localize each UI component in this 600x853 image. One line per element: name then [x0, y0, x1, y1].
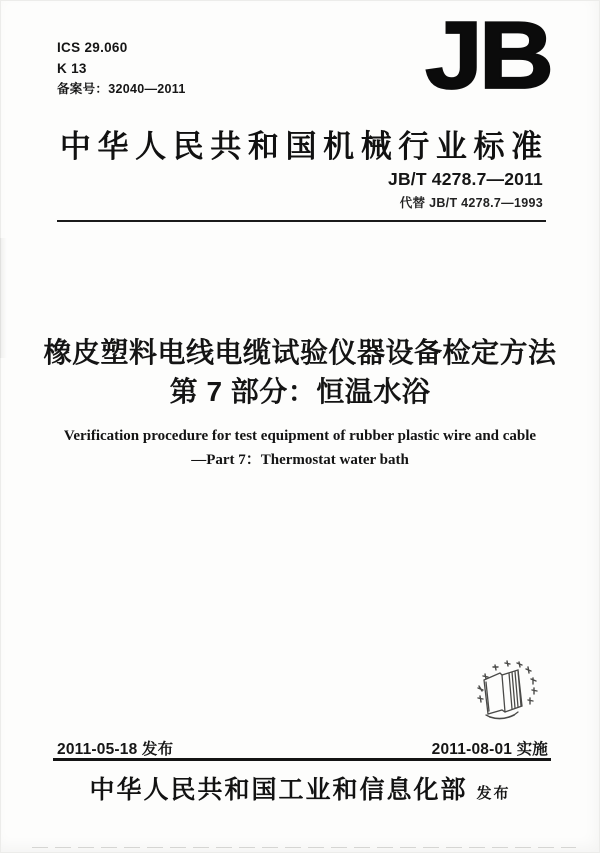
publisher-name: 中华人民共和国工业和信息化部 [89, 776, 468, 804]
open-book-seal-icon [456, 654, 548, 732]
issue-date: 2011-05-18 发布 [57, 741, 174, 758]
class-code: K 13 [57, 60, 87, 76]
classification-block [57, 38, 186, 99]
publisher-action-label: 发布 [476, 785, 511, 802]
title-cn [0, 334, 600, 411]
ics-code: ICS 29.060 [57, 40, 128, 55]
title-en-line2: —Part 7：Thermostat water bath [191, 452, 409, 468]
header-divider-line [57, 220, 546, 222]
footer-divider-line [53, 758, 551, 761]
dates-row [57, 737, 548, 759]
scan-artifact [0, 238, 7, 358]
publisher-row [0, 770, 600, 806]
title-en [0, 424, 600, 472]
standard-header: 中华人民共和国机械行业标准 [59, 129, 549, 164]
record-number: 备案号：32040—2011 [57, 81, 186, 96]
implementation-date: 2011-08-01 实施 [431, 741, 548, 758]
jb-logo: JB [425, 2, 550, 110]
bottom-edge-line [32, 847, 576, 848]
replaces-note: 代替 JB/T 4278.7—1993 [399, 196, 543, 210]
title-en-line1: Verification procedure for test equipment of rubber plastic wire and cable [63, 428, 537, 444]
title-cn-line1: 橡皮塑料电线电缆试验仪器设备检定方法 [43, 337, 557, 368]
title-cn-line2: 第 7 部分：恒温水浴 [169, 375, 431, 407]
standard-number: JB/T 4278.7—2011 [388, 169, 543, 189]
